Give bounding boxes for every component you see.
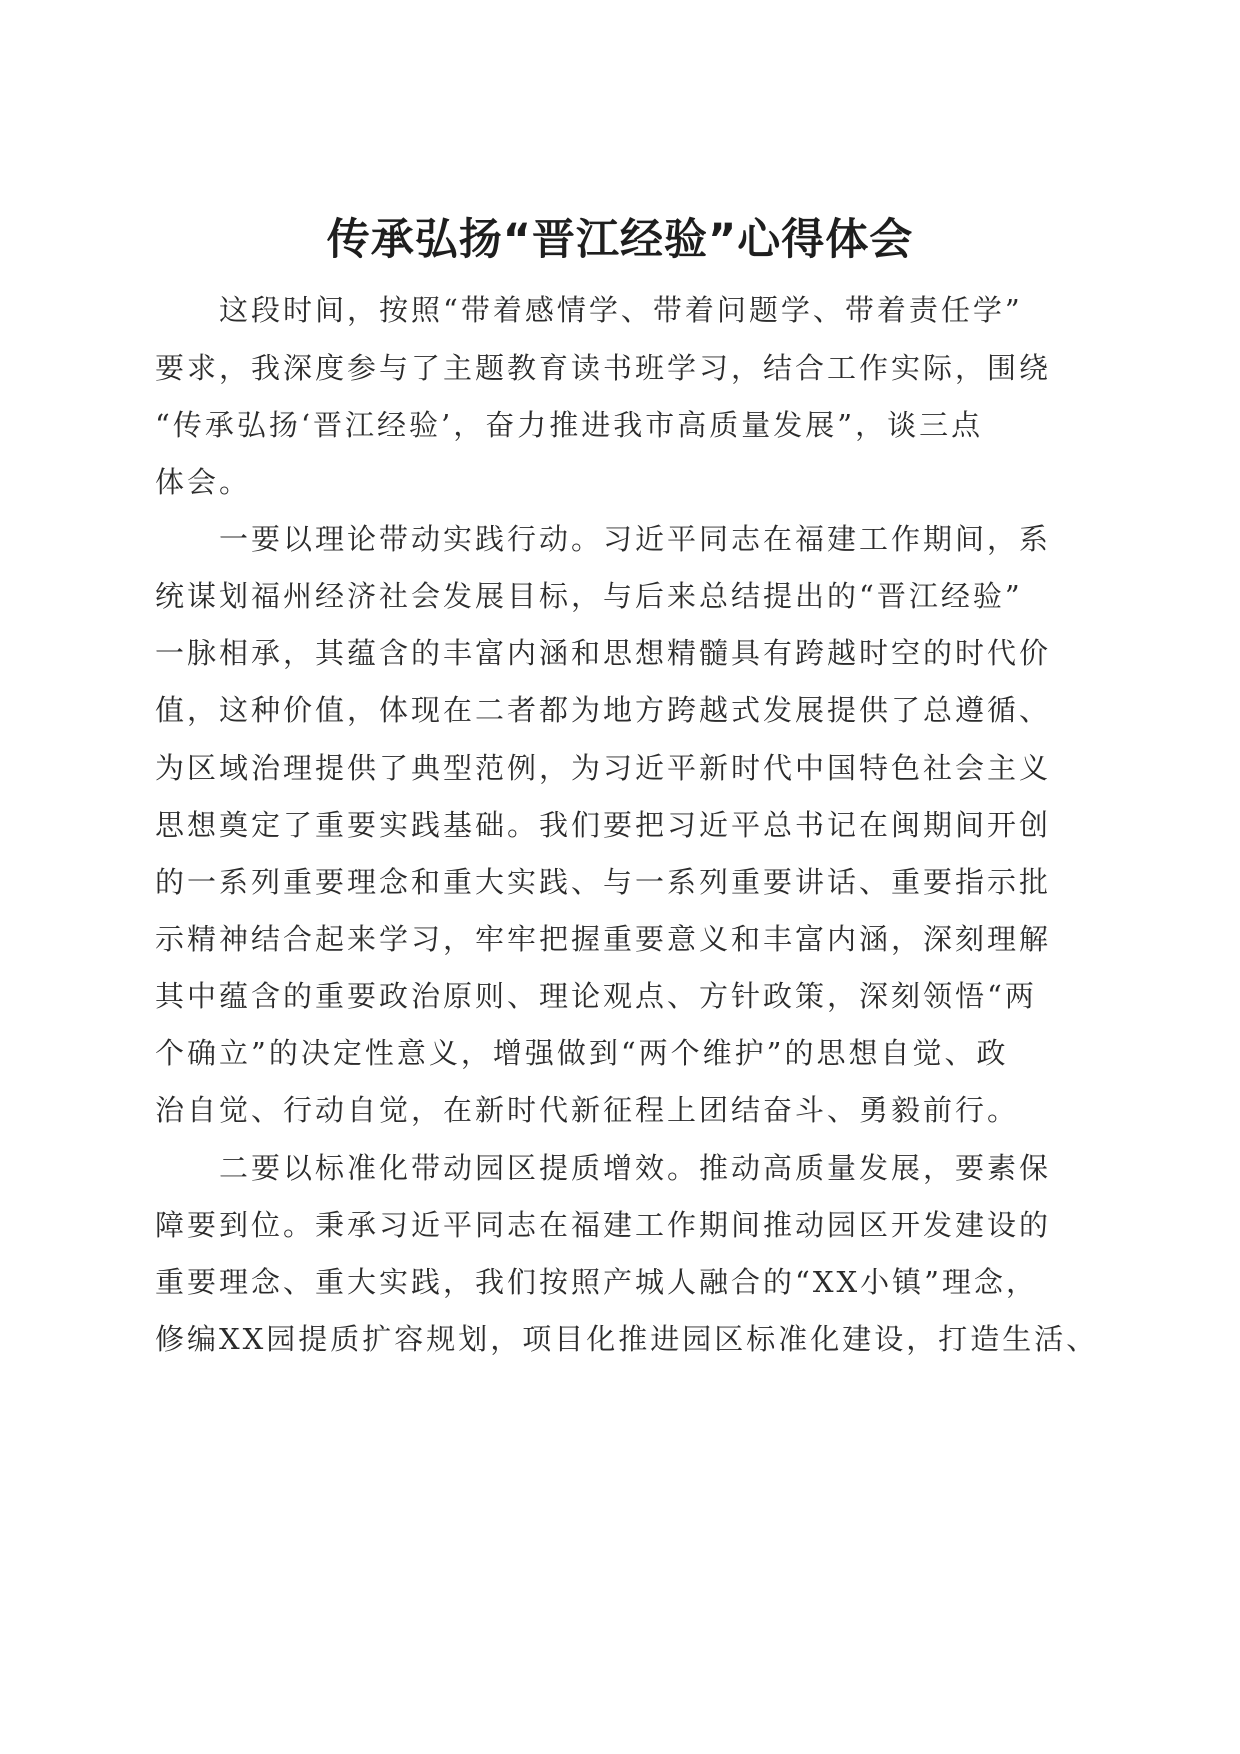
paragraph-2-line-11: 治自觉、行动自觉，在新时代新征程上团结奋斗、勇毅前行。 (155, 1093, 1020, 1127)
paragraph-3-line-1: 二要以标准化带动园区提质增效。推动高质量发展，要素保 (155, 1151, 1052, 1185)
paragraph-1-line-4: 体会。 (155, 465, 252, 499)
paragraph-2-line-1: 一要以理论带动实践行动。习近平同志在福建工作期间，系 (155, 522, 1052, 556)
document-title: 传承弘扬“晋江经验”心得体会 (326, 215, 914, 265)
paragraph-1-line-1: 这段时间，按照“带着感情学、带着问题学、带着责任学” (155, 293, 1023, 327)
paragraph-1-line-2: 要求，我深度参与了主题教育读书班学习，结合工作实际，围绕 (155, 351, 1052, 385)
paragraph-1-line-3: “传承弘扬‘晋江经验’，奋力推进我市高质量发展”，谈三点 (155, 408, 984, 442)
paragraph-2-line-6: 思想奠定了重要实践基础。我们要把习近平总书记在闽期间开创 (155, 808, 1052, 842)
paragraph-3-line-2: 障要到位。秉承习近平同志在福建工作期间推动园区开发建设的 (155, 1208, 1052, 1242)
paragraph-2-line-9: 其中蕴含的重要政治原则、理论观点、方针政策，深刻领悟“两 (155, 979, 1037, 1013)
paragraph-2-line-4: 值，这种价值，体现在二者都为地方跨越式发展提供了总遵循、 (155, 693, 1052, 727)
paragraph-3-line-3: 重要理念、重大实践，我们按照产城人融合的“XX小镇”理念， (155, 1265, 1038, 1299)
paragraph-2-line-7: 的一系列重要理念和重大实践、与一系列重要讲话、重要指示批 (155, 865, 1052, 899)
paragraph-2-line-3: 一脉相承，其蕴含的丰富内涵和思想精髓具有跨越时空的时代价 (155, 636, 1052, 670)
paragraph-2-line-2: 统谋划福州经济社会发展目标，与后来总结提出的“晋江经验” (155, 579, 1023, 613)
paragraph-2-line-10: 个确立”的决定性意义，增强做到“两个维护”的思想自觉、政 (155, 1036, 1009, 1070)
paragraph-2-line-8: 示精神结合起来学习，牢牢把握重要意义和丰富内涵，深刻理解 (155, 922, 1052, 956)
paragraph-2-line-5: 为区域治理提供了典型范例，为习近平新时代中国特色社会主义 (155, 751, 1052, 785)
paragraph-3-line-4: 修编XX园提质扩容规划，项目化推进园区标准化建设，打造生活、 (155, 1322, 1099, 1356)
